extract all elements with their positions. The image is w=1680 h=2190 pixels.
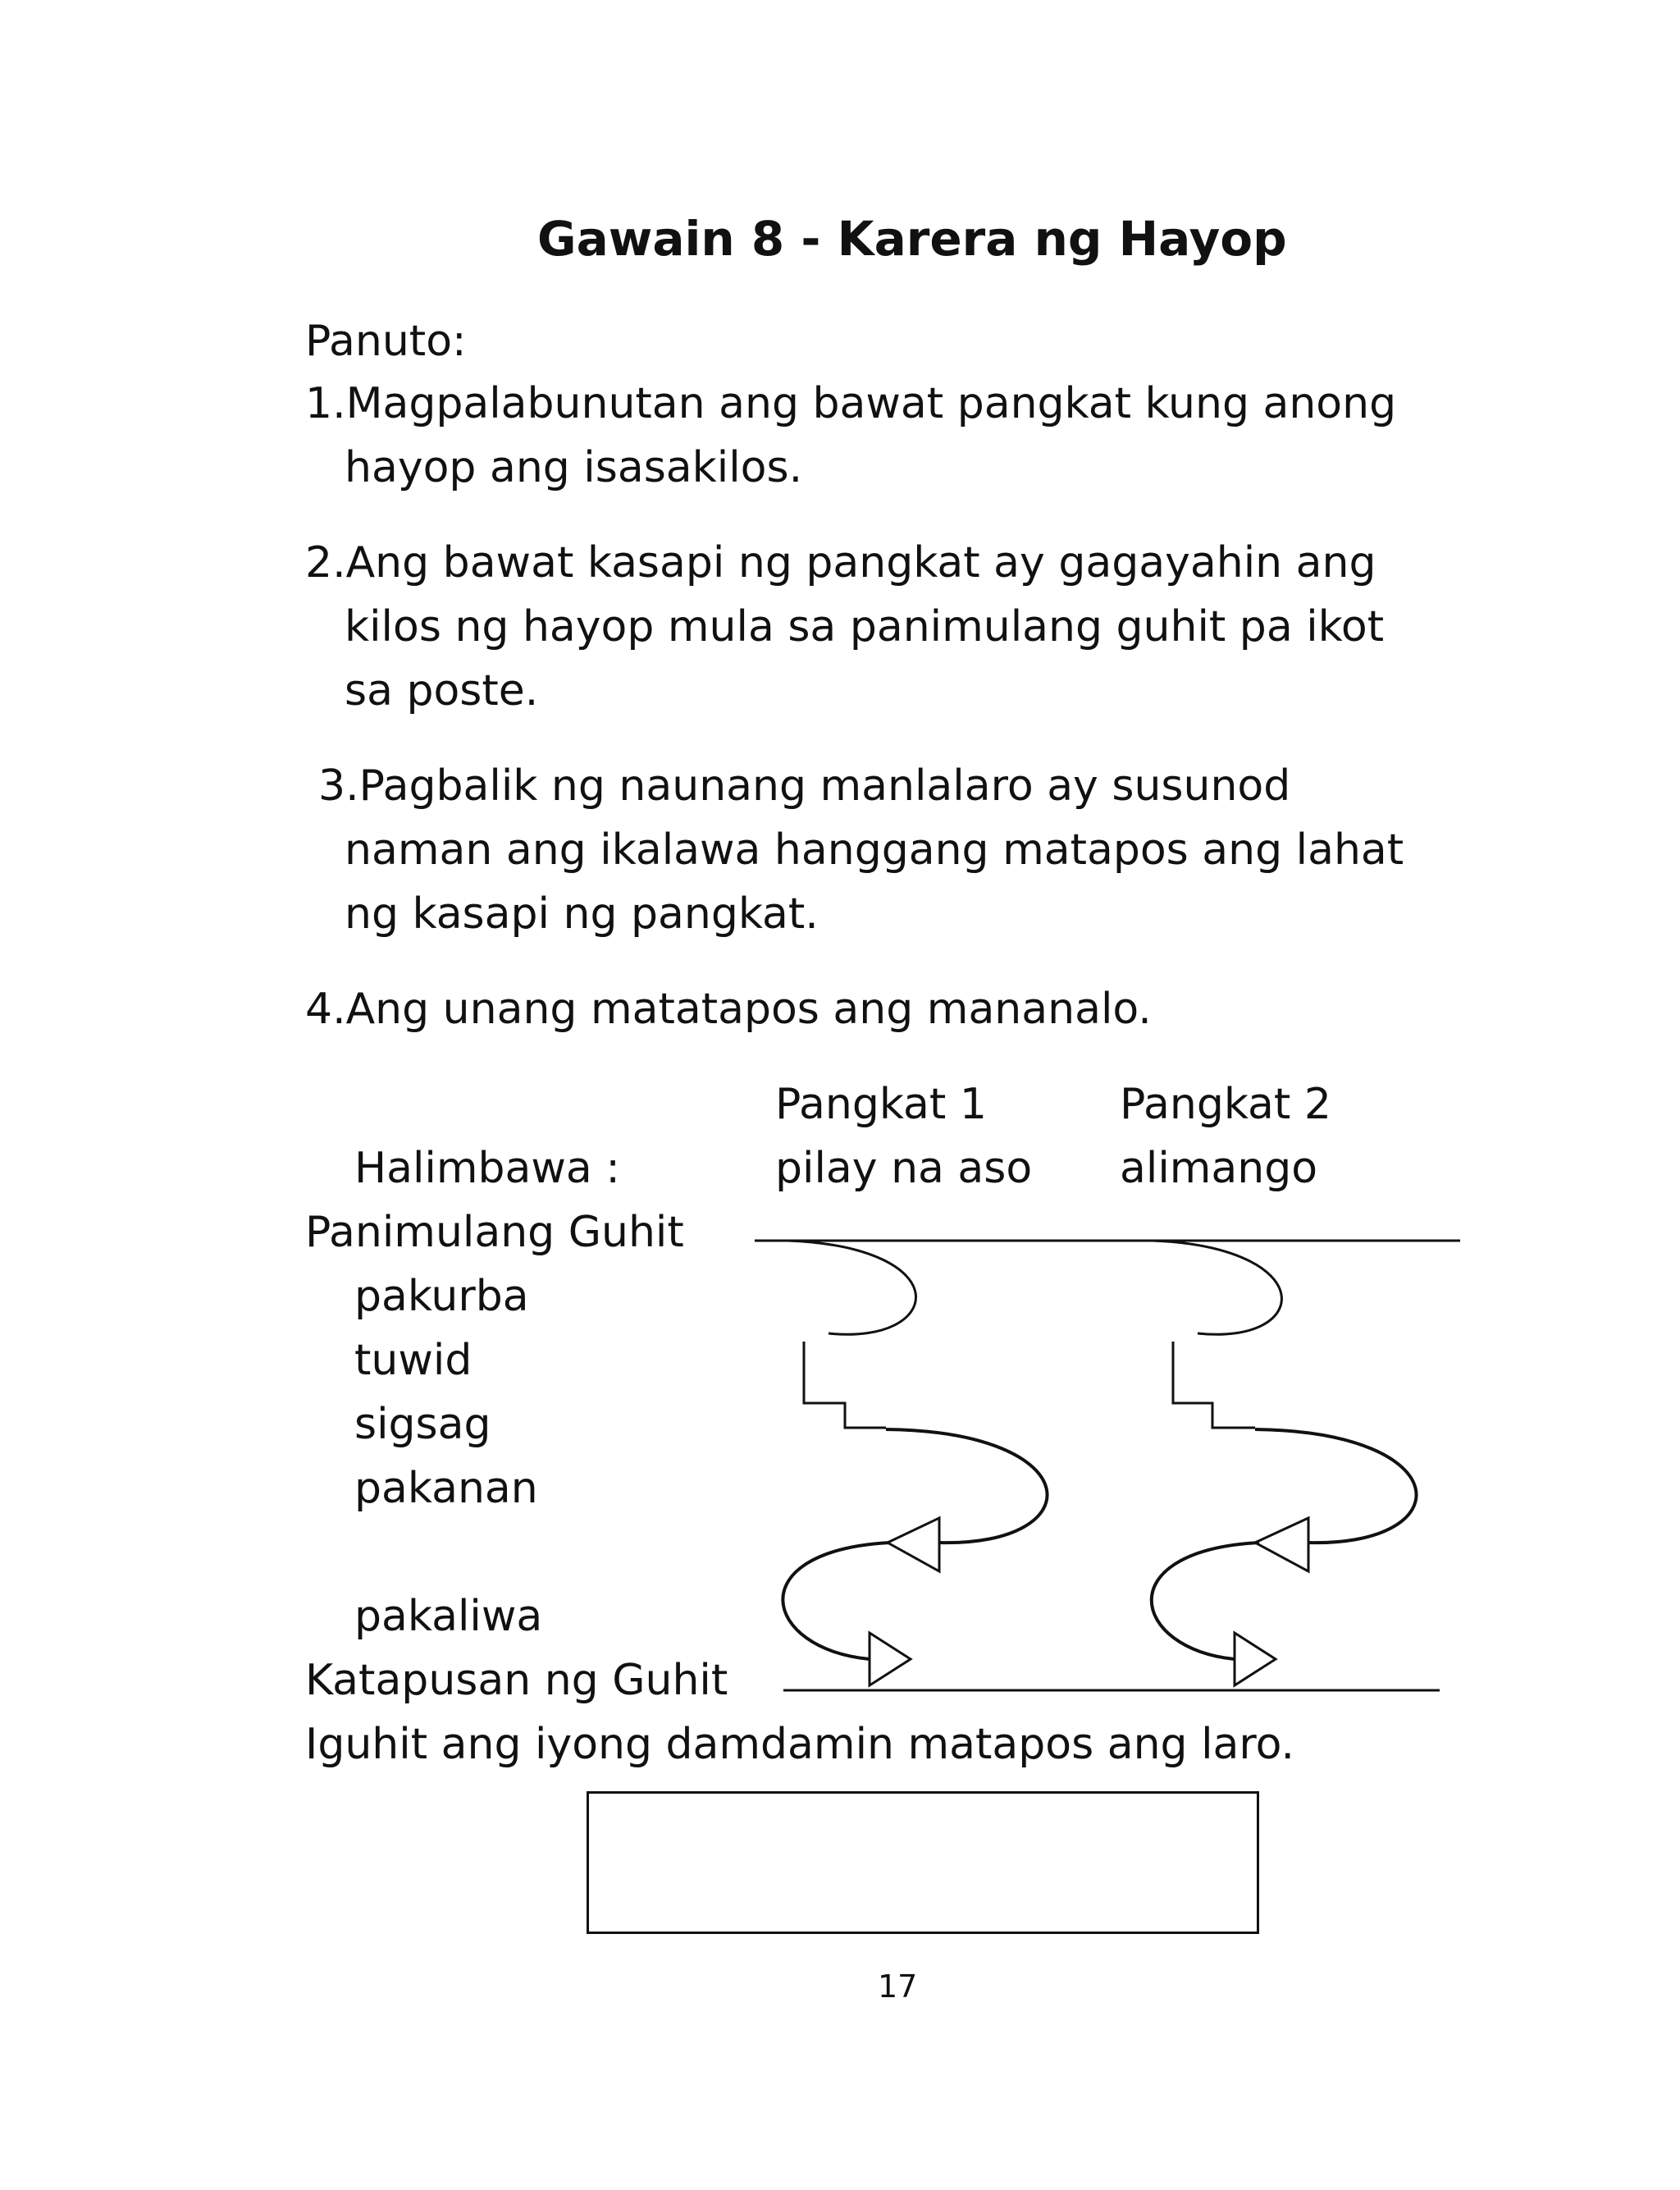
example-label: Halimbawa : [354, 1144, 620, 1193]
instruction-2-line-1: 2.Ang bawat kasapi ng pangkat ay gagayahin ang [305, 538, 1376, 588]
group-2-left-loop [1152, 1543, 1259, 1659]
group-2-left-arrow [1255, 1518, 1308, 1571]
group-1-curve [788, 1241, 915, 1334]
group-1-finish-arrow [870, 1633, 911, 1685]
path-step-curve: pakurba [354, 1272, 529, 1321]
group-2-path [1152, 1241, 1417, 1685]
group-2-finish-arrow [1235, 1633, 1276, 1685]
group-1-left-loop [783, 1543, 890, 1659]
page-number: 17 [878, 1968, 918, 2005]
instruction-4-line-1: 4.Ang unang matatapos ang mananalo. [305, 985, 1152, 1034]
group-1-path [783, 1241, 1047, 1685]
group-1-zigzag [804, 1342, 886, 1428]
page-title: Gawain 8 - Karera ng Hayop [537, 211, 1287, 267]
instruction-1-line-1: 1.Magpalabunutan ang bawat pangkat kung anong [305, 379, 1397, 428]
group-1-right-loop [886, 1429, 1048, 1543]
draw-prompt: Iguhit ang iyong damdamin matapos ang laro. [305, 1720, 1295, 1769]
path-step-left: pakaliwa [354, 1592, 543, 1641]
instruction-2-line-2: kilos ng hayop mula sa panimulang guhit pa ikot [345, 602, 1385, 652]
group-2-name: Pangkat 2 [1120, 1080, 1331, 1129]
instruction-3-line-3: ng kasapi ng pangkat. [345, 889, 819, 939]
path-step-straight: tuwid [354, 1336, 472, 1385]
group-2-right-loop [1255, 1429, 1417, 1543]
instruction-3-line-2: naman ang ikalawa hanggang matapos ang lahat [345, 825, 1404, 875]
path-step-right: pakanan [354, 1464, 538, 1513]
drawing-box[interactable] [587, 1791, 1259, 1934]
finish-line-label: Katapusan ng Guhit [305, 1656, 728, 1705]
group-1-animal: pilay na aso [775, 1144, 1033, 1193]
instruction-2-line-3: sa poste. [345, 666, 539, 716]
group-2-zigzag [1173, 1342, 1255, 1428]
group-2-curve [1153, 1241, 1281, 1334]
instructions-heading: Panuto: [305, 317, 467, 366]
start-line-label: Panimulang Guhit [305, 1208, 684, 1257]
group-1-name: Pangkat 1 [775, 1080, 987, 1129]
group-1-left-arrow [888, 1518, 939, 1571]
path-step-zigzag: sigsag [354, 1400, 491, 1449]
group-2-animal: alimango [1120, 1144, 1318, 1193]
instruction-1-line-2: hayop ang isasakilos. [345, 443, 803, 492]
instruction-3-line-1: 3.Pagbalik ng naunang manlalaro ay susunod [318, 761, 1291, 811]
